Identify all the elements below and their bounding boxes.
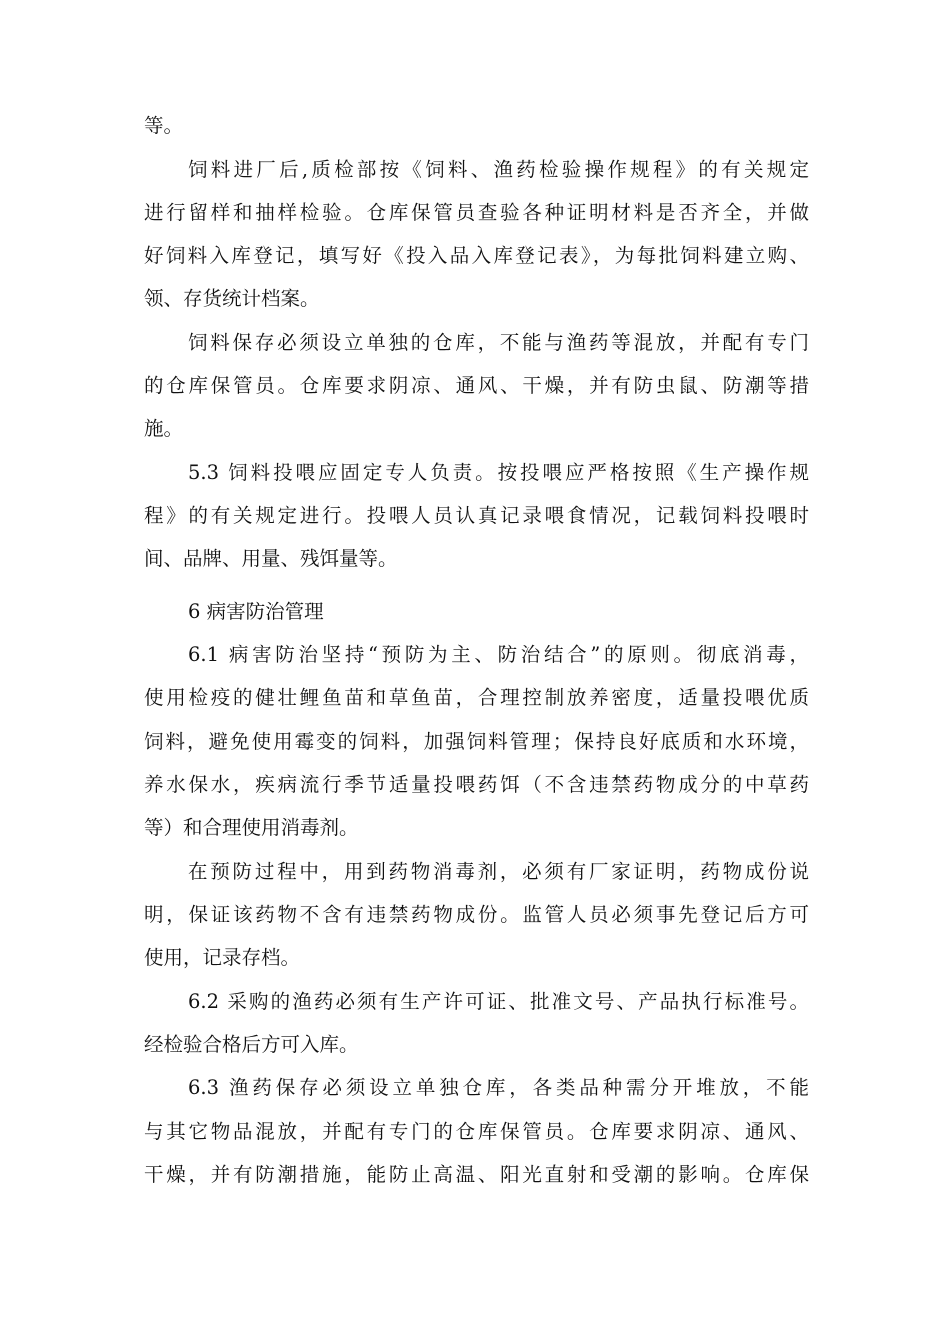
text-line: 的仓库保管员。仓库要求阴凉、通风、干燥，并有防虫鼠、防潮等措: [144, 374, 809, 397]
paragraph-start-line: 6.1 病害防治坚持“预防为主、防治结合”的原则。彻底消毒，: [188, 643, 809, 666]
text-line: 干燥，并有防潮措施，能防止高温、阳光直射和受潮的影响。仓库保: [144, 1163, 809, 1186]
text-line: 领、存货统计档案。: [144, 287, 320, 310]
text-line: 等。: [144, 114, 184, 137]
text-line: 进行留样和抽样检验。仓库保管员查验各种证明材料是否齐全，并做: [144, 201, 809, 224]
paragraph-start-line: 6.3 渔药保存必须设立单独仓库，各类品种需分开堆放，不能: [188, 1076, 809, 1099]
text-line: 间、品牌、用量、残饵量等。: [144, 547, 398, 570]
text-line: 程》的有关规定进行。投喂人员认真记录喂食情况，记载饲料投喂时: [144, 504, 809, 527]
paragraph-start-line: 饲料保存必须设立单独的仓库，不能与渔药等混放，并配有专门: [188, 331, 809, 354]
text-line: 使用，记录存档。: [144, 946, 301, 969]
paragraph-start-line: 饲料进厂后,质检部按《饲料、渔药检验操作规程》的有关规定: [188, 158, 809, 181]
paragraph-start-line: 在预防过程中，用到药物消毒剂，必须有厂家证明，药物成份说: [188, 860, 809, 883]
text-line: 等）和合理使用消毒剂。: [144, 816, 359, 839]
text-line: 经检验合格后方可入库。: [144, 1033, 359, 1056]
text-line: 好饲料入库登记，填写好《投入品入库登记表》，为每批饲料建立购、: [144, 244, 809, 267]
text-line: 施。: [144, 417, 184, 440]
paragraph-start-line: 6.2 采购的渔药必须有生产许可证、批准文号、产品执行标准号。: [188, 990, 809, 1013]
text-line: 饲料，避免使用霉变的饲料，加强饲料管理；保持良好底质和水环境，: [144, 730, 809, 753]
text-line: 养水保水，疾病流行季节适量投喂药饵（不含违禁药物成分的中草药: [144, 773, 809, 796]
text-line: 与其它物品混放，并配有专门的仓库保管员。仓库要求阴凉、通风、: [144, 1120, 809, 1143]
text-line: 明，保证该药物不含有违禁药物成份。监管人员必须事先登记后方可: [144, 903, 809, 926]
section-heading: 6 病害防治管理: [188, 600, 324, 623]
text-line: 使用检疫的健壮鲤鱼苗和草鱼苗，合理控制放养密度，适量投喂优质: [144, 686, 809, 709]
paragraph-start-line: 5.3 饲料投喂应固定专人负责。按投喂应严格按照《生产操作规: [188, 461, 809, 484]
